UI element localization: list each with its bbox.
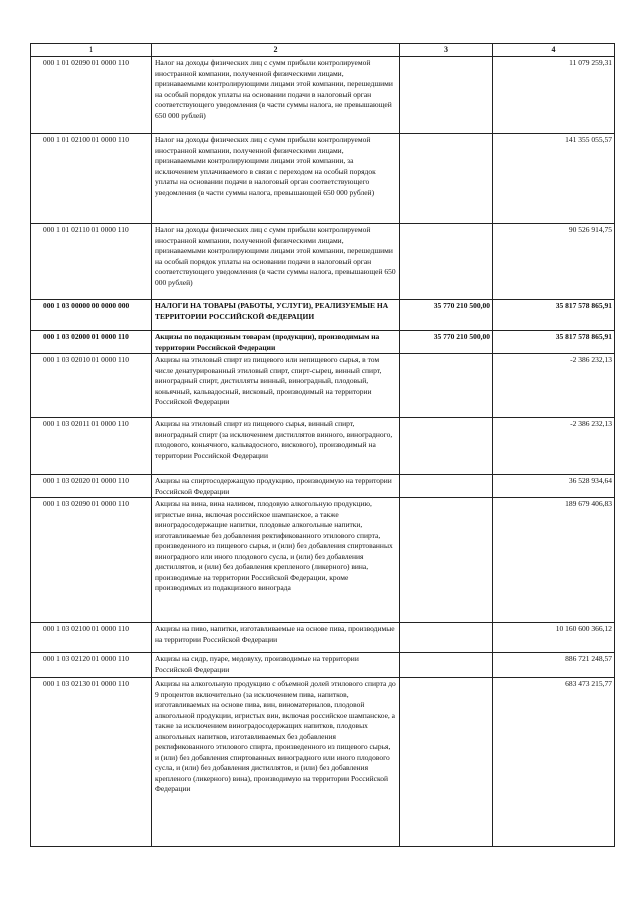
fact-amount-cell: 35 817 578 865,91 bbox=[493, 300, 615, 331]
plan-amount-cell bbox=[400, 57, 493, 134]
revenue-name-cell: Налог на доходы физических лиц с сумм прибыли контролируемой иностранной компании, полученной физическими лицами, признаваемыми контролирующими лицами этой компании, перешедшими на особый порядок уплаты на основании подачи в налоговый орган соответствующего уведомления (в части суммы налога, не превышающей 650 000 рублей) bbox=[152, 57, 400, 134]
table-row bbox=[31, 475, 615, 498]
kbk-code-cell: 000 1 03 02120 01 0000 110 bbox=[31, 653, 152, 678]
fact-amount-cell: 36 528 934,64 bbox=[493, 475, 615, 498]
revenue-name-cell: Акцизы на этиловый спирт из пищевого или непищевого сырья, в том числе денатурированный этиловый спирт, спирт-сырец, винный спирт, виноградный спирт, дистилляты винный, виноградный, плодовый, коньячный, кальвадосный, висковый, производимый на территории Российской Федерации bbox=[152, 354, 400, 418]
kbk-code-cell: 000 1 01 02100 01 0000 110 bbox=[31, 134, 152, 224]
kbk-code-cell: 000 1 01 02110 01 0000 110 bbox=[31, 224, 152, 300]
header-col-3: 3 bbox=[400, 44, 493, 57]
plan-amount-cell bbox=[400, 418, 493, 475]
table-row bbox=[31, 331, 615, 354]
plan-amount-cell bbox=[400, 498, 493, 623]
table-row bbox=[31, 224, 615, 300]
table-row bbox=[31, 57, 615, 134]
table-row bbox=[31, 354, 615, 418]
plan-amount-cell bbox=[400, 224, 493, 300]
fact-amount-cell: 10 160 600 366,12 bbox=[493, 623, 615, 653]
table-row bbox=[31, 134, 615, 224]
table-body bbox=[31, 57, 615, 847]
kbk-code-cell: 000 1 03 02100 01 0000 110 bbox=[31, 623, 152, 653]
header-col-4: 4 bbox=[493, 44, 615, 57]
fact-amount-cell: -2 386 232,13 bbox=[493, 354, 615, 418]
kbk-code-cell: 000 1 03 02020 01 0000 110 bbox=[31, 475, 152, 498]
revenue-name-cell: Акцизы на алкогольную продукцию с объемной долей этилового спирта до 9 процентов включительно (за исключением пива, напитков, изготавливаемых на основе пива, вин, виноматериалов, плодовой алкогольной продукции, игристых вин, включая российское шампанское, а также за исключением виноградосодержащих напитков, плодовых алкогольных напитков, изготавливаемых без добавления ректификованного этилового спирта, произведенного из пищевого сырья, и (или) без добавления спиртованных виноградного или иного плодового сусла, и (или) без добавления дистиллятов, и (или) без добавления крепленого (ликерного) вина), производимую на территории Российской Федерации bbox=[152, 678, 400, 847]
revenue-name-cell: Акцизы на вина, вина наливом, плодовую алкогольную продукцию, игристые вина, включая российское шампанское, а также виноградосодержащие напитки, плодовые алкогольные напитки, изготавливаемые без добавления ректификованного этилового спирта, произведенного из пищевого сырья, и (или) без добавления спиртованных виноградного или иного плодового сусла, и (или) без добавления дистиллятов, и (или) без добавления крепленого (ликерного) вина, производимые на территории Российской Федерации, кроме производимых из подакцизного винограда bbox=[152, 498, 400, 623]
plan-amount-cell bbox=[400, 475, 493, 498]
revenue-name-cell: Акцизы на сидр, пуаре, медовуху, производимые на территории Российской Федерации bbox=[152, 653, 400, 678]
fact-amount-cell: 35 817 578 865,91 bbox=[493, 331, 615, 354]
plan-amount-cell bbox=[400, 134, 493, 224]
budget-revenue-table bbox=[30, 43, 615, 847]
header-col-1: 1 bbox=[31, 44, 152, 57]
table-row bbox=[31, 498, 615, 623]
kbk-code-cell: 000 1 03 02130 01 0000 110 bbox=[31, 678, 152, 847]
plan-amount-cell bbox=[400, 623, 493, 653]
table-header-row bbox=[31, 44, 615, 57]
revenue-name-cell: Акцизы на спиртосодержащую продукцию, производимую на территории Российской Федерации bbox=[152, 475, 400, 498]
kbk-code-cell: 000 1 03 02000 01 0000 110 bbox=[31, 331, 152, 354]
fact-amount-cell: 683 473 215,77 bbox=[493, 678, 615, 847]
table-row bbox=[31, 300, 615, 331]
kbk-code-cell: 000 1 03 00000 00 0000 000 bbox=[31, 300, 152, 331]
table-row bbox=[31, 678, 615, 847]
plan-amount-cell bbox=[400, 354, 493, 418]
plan-amount-cell: 35 770 210 500,00 bbox=[400, 300, 493, 331]
fact-amount-cell: -2 386 232,13 bbox=[493, 418, 615, 475]
revenue-name-cell: Налог на доходы физических лиц с сумм прибыли контролируемой иностранной компании, полученной физическими лицами, признаваемыми контролирующими лицами этой компании, перешедшими на особый порядок уплаты на основании подачи в налоговый орган соответствующего уведомления (в части суммы налога, превышающей 650 000 рублей) bbox=[152, 224, 400, 300]
plan-amount-cell bbox=[400, 678, 493, 847]
revenue-name-cell: Налог на доходы физических лиц с сумм прибыли контролируемой иностранной компании, полученной физическими лицами, признаваемыми контролирующими лицами этой компании, за исключением уплачиваемого в связи с переходом на особый порядок уплаты на основании подачи в налоговый орган соответствующего уведомления (в части суммы налога, превышающей 650 000 рублей) bbox=[152, 134, 400, 224]
fact-amount-cell: 189 679 406,83 bbox=[493, 498, 615, 623]
fact-amount-cell: 11 079 259,31 bbox=[493, 57, 615, 134]
fact-amount-cell: 886 721 248,57 bbox=[493, 653, 615, 678]
revenue-name-cell: Акцизы на пиво, напитки, изготавливаемые на основе пива, производимые на территории Российской Федерации bbox=[152, 623, 400, 653]
revenue-name-cell: НАЛОГИ НА ТОВАРЫ (РАБОТЫ, УСЛУГИ), РЕАЛИЗУЕМЫЕ НА ТЕРРИТОРИИ РОССИЙСКОЙ ФЕДЕРАЦИИ bbox=[152, 300, 400, 331]
table-row bbox=[31, 623, 615, 653]
header-col-2: 2 bbox=[152, 44, 400, 57]
plan-amount-cell bbox=[400, 653, 493, 678]
kbk-code-cell: 000 1 03 02090 01 0000 110 bbox=[31, 498, 152, 623]
revenue-name-cell: Акцизы по подакцизным товарам (продукции), производимым на территории Российской Федерации bbox=[152, 331, 400, 354]
kbk-code-cell: 000 1 03 02011 01 0000 110 bbox=[31, 418, 152, 475]
kbk-code-cell: 000 1 03 02010 01 0000 110 bbox=[31, 354, 152, 418]
table-row bbox=[31, 418, 615, 475]
fact-amount-cell: 141 355 055,57 bbox=[493, 134, 615, 224]
revenue-name-cell: Акцизы на этиловый спирт из пищевого сырья, винный спирт, виноградный спирт (за исключением дистиллятов винного, виноградного, плодового, коньячного, кальвадосного, вискового), производимый на территории Российской Федерации bbox=[152, 418, 400, 475]
plan-amount-cell: 35 770 210 500,00 bbox=[400, 331, 493, 354]
fact-amount-cell: 90 526 914,75 bbox=[493, 224, 615, 300]
table-row bbox=[31, 653, 615, 678]
kbk-code-cell: 000 1 01 02090 01 0000 110 bbox=[31, 57, 152, 134]
